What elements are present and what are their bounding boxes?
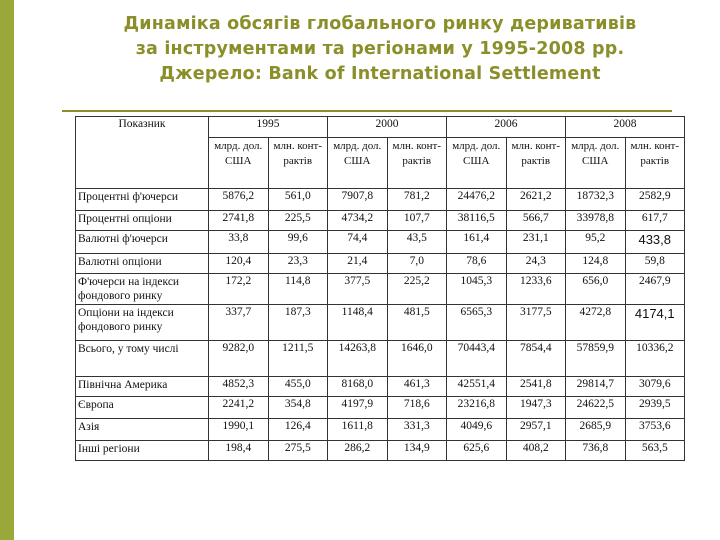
table-cell: 126,4: [268, 419, 328, 441]
table-cell: 2685,9: [566, 419, 626, 441]
table-cell: 337,7: [209, 305, 269, 341]
table-cell: 7854,4: [506, 341, 566, 377]
table-cell: 617,7: [625, 211, 685, 231]
title-line-3: Джерело: Bank of International Settlement: [159, 64, 601, 84]
slide-title: [60, 12, 700, 87]
table-row: [76, 231, 685, 254]
table-cell: 331,3: [387, 419, 447, 441]
table-cell: 1148,4: [328, 305, 388, 341]
table-cell: 377,5: [328, 274, 388, 305]
table-cell: 656,0: [566, 274, 626, 305]
table-row: [76, 419, 685, 441]
table-cell: 5876,2: [209, 189, 269, 211]
table-cell: 4174,1: [625, 305, 685, 341]
table-cell: 225,5: [268, 211, 328, 231]
row-label: Процентні опціони: [76, 211, 209, 231]
row-label: Процентні ф'ючерси: [76, 189, 209, 211]
table-row: [76, 211, 685, 231]
header-year: 2006: [447, 117, 566, 138]
header-unit: млрд. дол. США: [566, 138, 626, 189]
derivatives-table: [75, 116, 685, 461]
table-cell: 1045,3: [447, 274, 507, 305]
table-cell: 29814,7: [566, 377, 626, 397]
table-cell: 95,2: [566, 231, 626, 254]
row-label: Опціони на індекси фондового ринку: [76, 305, 209, 341]
table-row: [76, 397, 685, 419]
table-cell: 408,2: [506, 441, 566, 461]
table-cell: 18732,3: [566, 189, 626, 211]
table-cell: 4197,9: [328, 397, 388, 419]
row-label: Інші регіони: [76, 441, 209, 461]
table-cell: 225,2: [387, 274, 447, 305]
table-row: [76, 377, 685, 397]
table-cell: 2467,9: [625, 274, 685, 305]
table-cell: 781,2: [387, 189, 447, 211]
table-cell: 120,4: [209, 254, 269, 274]
table-cell: 2541,8: [506, 377, 566, 397]
table-cell: 99,6: [268, 231, 328, 254]
table-cell: 3177,5: [506, 305, 566, 341]
table-cell: 74,4: [328, 231, 388, 254]
row-label: Валютні ф'ючерси: [76, 231, 209, 254]
table-cell: 718,6: [387, 397, 447, 419]
row-label: Валютні опціони: [76, 254, 209, 274]
table-cell: 187,3: [268, 305, 328, 341]
table-cell: 231,1: [506, 231, 566, 254]
table-cell: 14263,8: [328, 341, 388, 377]
table-cell: 433,8: [625, 231, 685, 254]
title-line-2: за інструментами та регіонами у 1995-2008 рр.: [135, 39, 625, 59]
table-row: [76, 305, 685, 341]
table-cell: 107,7: [387, 211, 447, 231]
row-label: Всього, у тому числі: [76, 341, 209, 377]
table-cell: 198,4: [209, 441, 269, 461]
table-cell: 455,0: [268, 377, 328, 397]
table-cell: 124,8: [566, 254, 626, 274]
table-cell: 134,9: [387, 441, 447, 461]
table-cell: 2939,5: [625, 397, 685, 419]
header-corner: Показник: [76, 117, 209, 189]
table-cell: 7,0: [387, 254, 447, 274]
table-cell: 2741,8: [209, 211, 269, 231]
table-cell: 9282,0: [209, 341, 269, 377]
table-cell: 275,5: [268, 441, 328, 461]
table-cell: 286,2: [328, 441, 388, 461]
table-row: [76, 274, 685, 305]
table-cell: 38116,5: [447, 211, 507, 231]
table-cell: 33,8: [209, 231, 269, 254]
row-label: Азія: [76, 419, 209, 441]
table-cell: 6565,3: [447, 305, 507, 341]
row-label: Північна Америка: [76, 377, 209, 397]
table-cell: 3079,6: [625, 377, 685, 397]
table-cell: 354,8: [268, 397, 328, 419]
table-cell: 3753,6: [625, 419, 685, 441]
table-cell: 461,3: [387, 377, 447, 397]
table-cell: 563,5: [625, 441, 685, 461]
table-cell: 8168,0: [328, 377, 388, 397]
table-cell: 1947,3: [506, 397, 566, 419]
table-cell: 2582,9: [625, 189, 685, 211]
table-cell: 33978,8: [566, 211, 626, 231]
table-cell: 1646,0: [387, 341, 447, 377]
table-cell: 481,5: [387, 305, 447, 341]
table-cell: 21,4: [328, 254, 388, 274]
table-cell: 4049,6: [447, 419, 507, 441]
table-cell: 78,6: [447, 254, 507, 274]
table-cell: 59,8: [625, 254, 685, 274]
row-label: Ф'ючерси на індекси фондового ринку: [76, 274, 209, 305]
header-unit: млн. конт-рактів: [268, 138, 328, 189]
table-cell: 42551,4: [447, 377, 507, 397]
table-cell: 10336,2: [625, 341, 685, 377]
table-cell: 161,4: [447, 231, 507, 254]
header-year: 1995: [209, 117, 328, 138]
row-label: Європа: [76, 397, 209, 419]
table-cell: 736,8: [566, 441, 626, 461]
table-row: [76, 341, 685, 377]
header-years-row: [76, 117, 685, 138]
title-line-1: Динаміка обсягів глобального ринку деривативів: [123, 14, 637, 34]
header-unit: млн. конт-рактів: [625, 138, 685, 189]
table-cell: 57859,9: [566, 341, 626, 377]
table-cell: 172,2: [209, 274, 269, 305]
table-cell: 7907,8: [328, 189, 388, 211]
table-cell: 24,3: [506, 254, 566, 274]
table-cell: 561,0: [268, 189, 328, 211]
table-cell: 2621,2: [506, 189, 566, 211]
table-row: [76, 189, 685, 211]
table-cell: 4852,3: [209, 377, 269, 397]
table-cell: 4734,2: [328, 211, 388, 231]
table-cell: 2241,2: [209, 397, 269, 419]
table-cell: 1611,8: [328, 419, 388, 441]
table-row: [76, 441, 685, 461]
table-row: [76, 254, 685, 274]
table-cell: 43,5: [387, 231, 447, 254]
header-year: 2000: [328, 117, 447, 138]
table-cell: 1233,6: [506, 274, 566, 305]
header-unit: млрд. дол. США: [328, 138, 388, 189]
table-cell: 625,6: [447, 441, 507, 461]
header-year: 2008: [566, 117, 685, 138]
header-unit: млн. конт-рактів: [506, 138, 566, 189]
table-cell: 4272,8: [566, 305, 626, 341]
table-cell: 114,8: [268, 274, 328, 305]
table-cell: 1211,5: [268, 341, 328, 377]
header-unit: млн. конт-рактів: [387, 138, 447, 189]
table-cell: 70443,4: [447, 341, 507, 377]
header-unit: млрд. дол. США: [209, 138, 269, 189]
table-cell: 2957,1: [506, 419, 566, 441]
table-cell: 23,3: [268, 254, 328, 274]
table-cell: 24622,5: [566, 397, 626, 419]
table-cell: 1990,1: [209, 419, 269, 441]
title-divider: [62, 110, 672, 112]
table-cell: 24476,2: [447, 189, 507, 211]
left-accent-bar: [0, 0, 14, 540]
table-cell: 566,7: [506, 211, 566, 231]
header-unit: млрд. дол. США: [447, 138, 507, 189]
table-cell: 23216,8: [447, 397, 507, 419]
